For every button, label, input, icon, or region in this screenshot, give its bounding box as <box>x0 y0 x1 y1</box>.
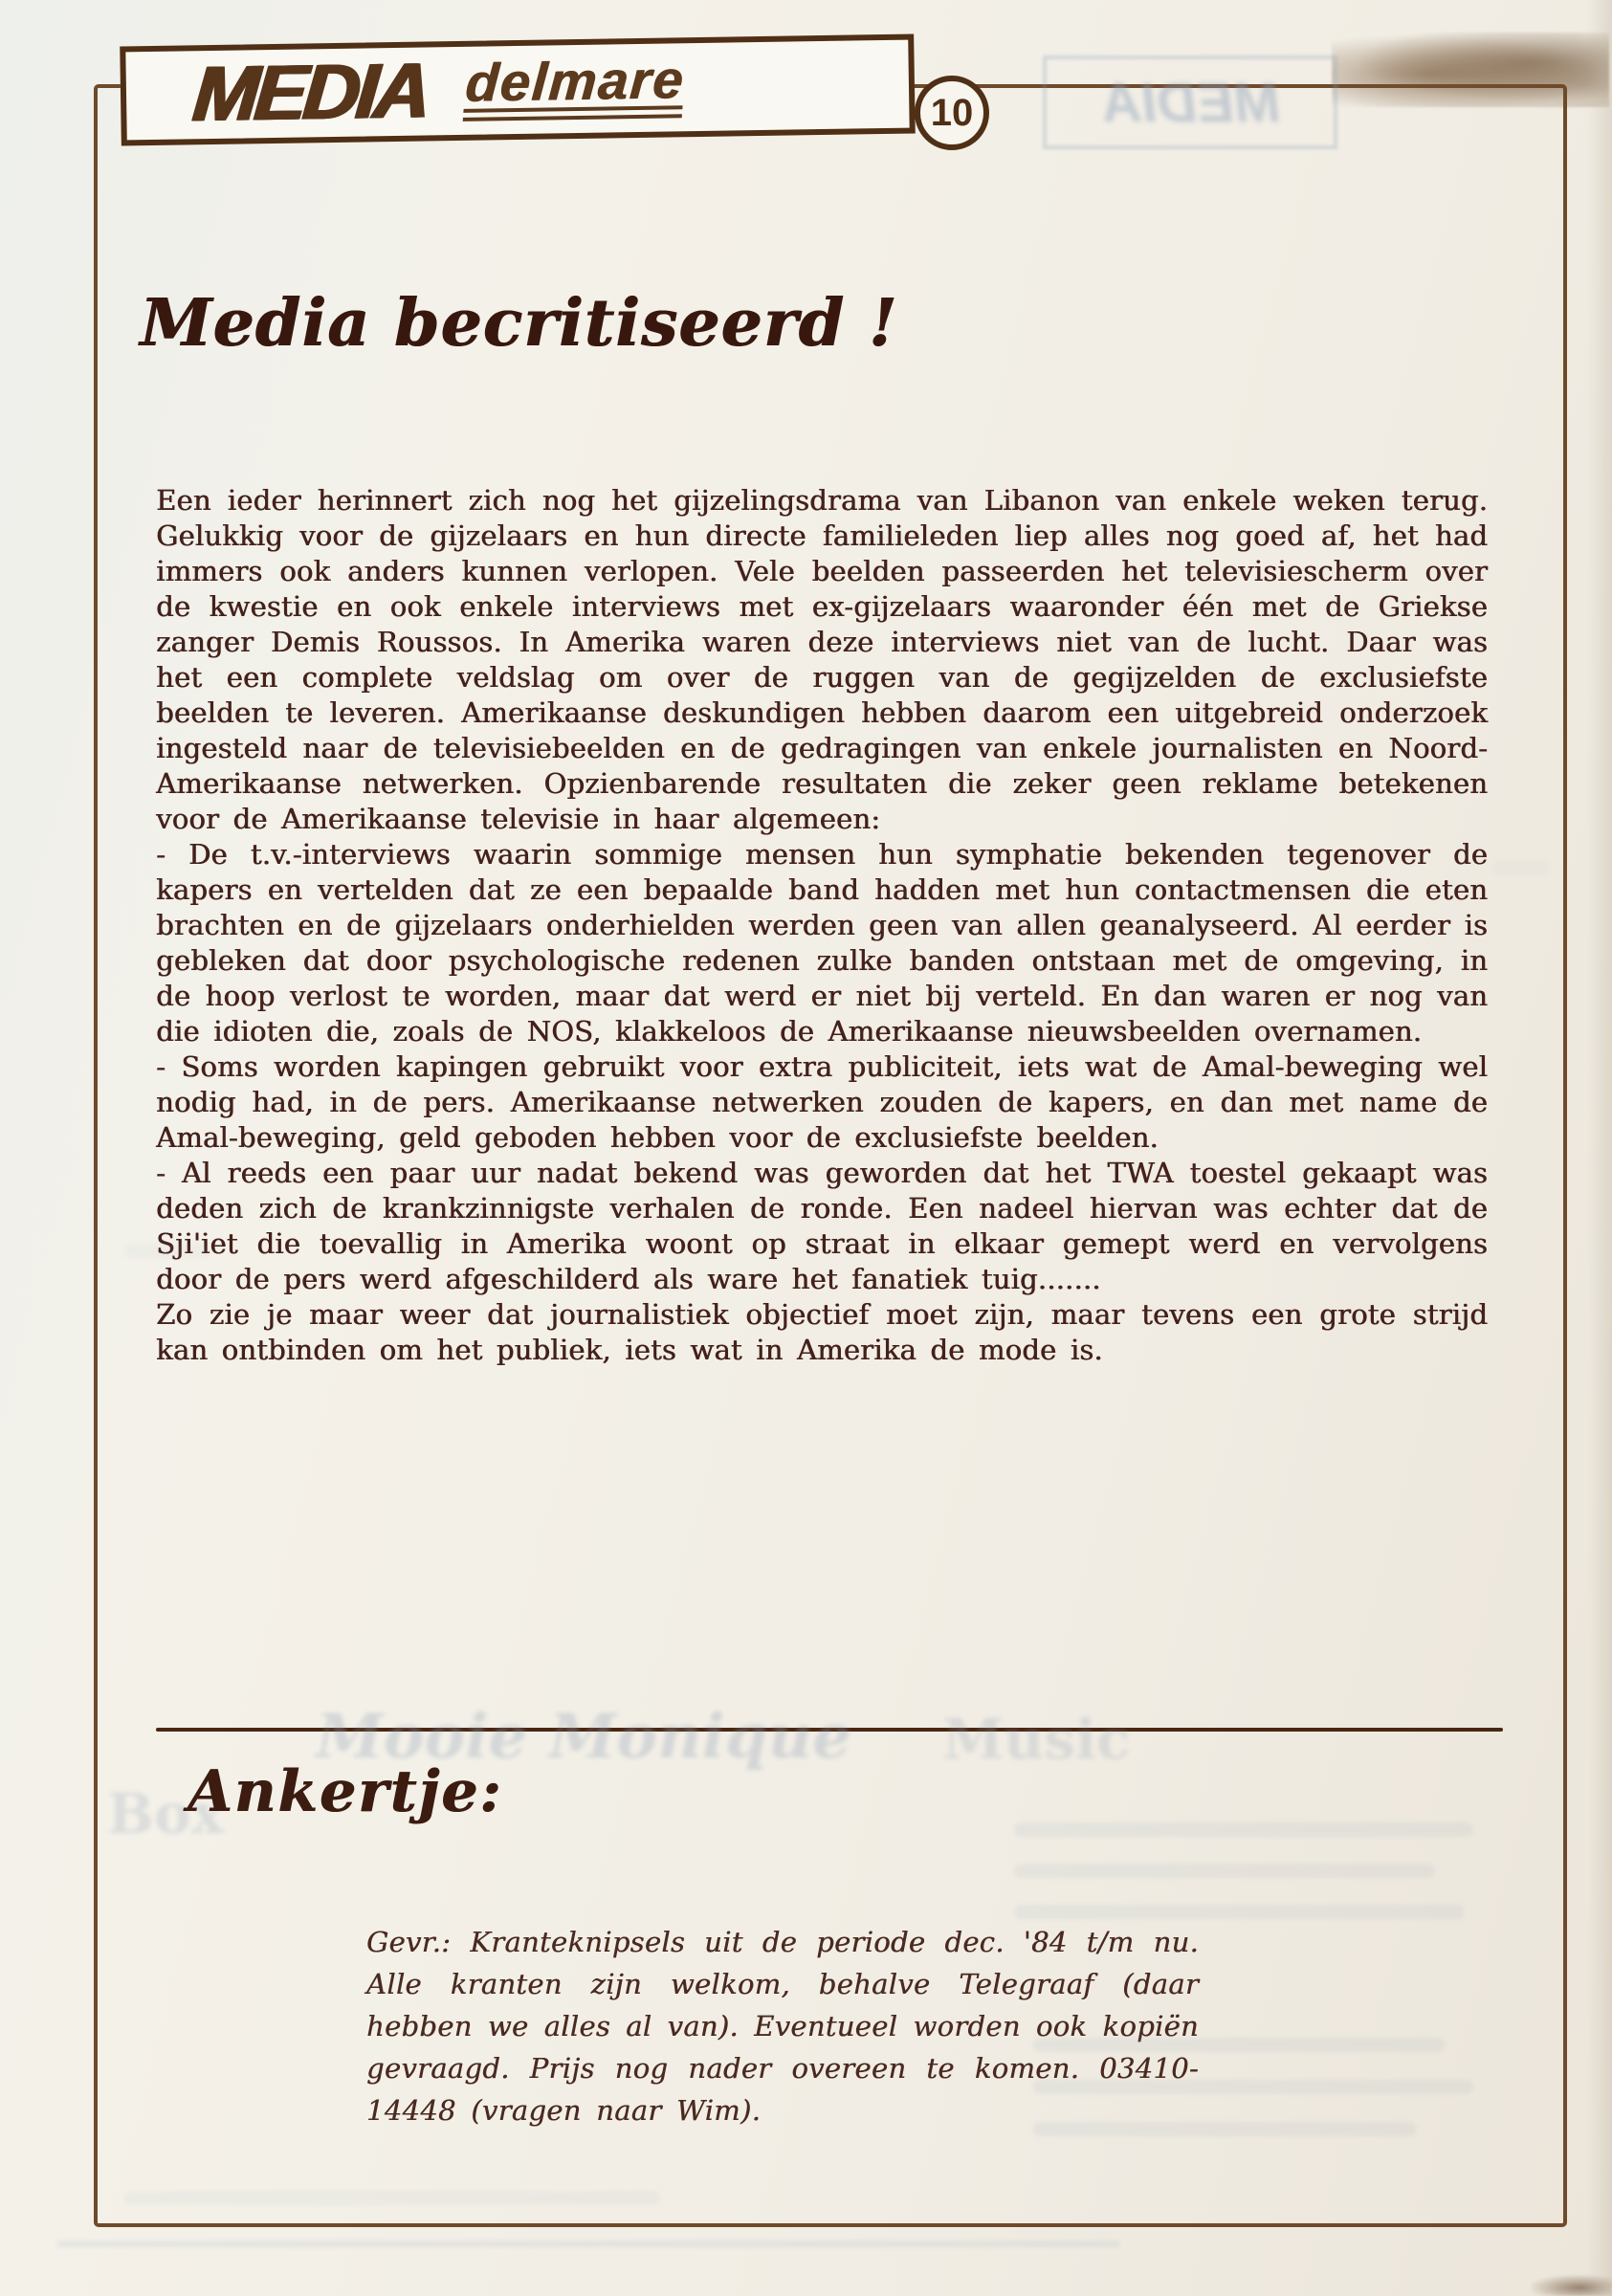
bleedthrough-masthead-text: MEDIA <box>1097 71 1283 134</box>
bleedthrough-title-box: Box <box>107 1781 225 1846</box>
bleedthrough-line <box>1492 861 1550 875</box>
masthead-delmare-wordmark: delmare <box>463 56 686 121</box>
article-title: Media becritiseerd ! <box>140 285 898 362</box>
article-paragraph: Een ieder herinnert zich nog het gijzelingsdrama van Libanon van enkele weken terug. Gelukkig voor de gijzelaars en hun directe familieleden liep alles nog goed af, het had immers ook anders kunnen verlopen. Vele beelden passeerden het televisiescherm over de kwestie en ook enkele interviews met ex-gijzelaars waaronder één met de Griekse zanger Demis Roussos. In Amerika waren deze interviews niet van de lucht. Daar was het een complete veldslag om over de ruggen van de gegijzelden de exclusiefste beelden te leveren. Amerikaanse deskundigen hebben daarom een uitgebreid onderzoek ingesteld naar de televisiebeelden en de gedragingen van enkele journalisten en Noord-Amerikaanse netwerken. Opzienbarende resultaten die zeker geen reklame betekenen voor de Amerikaanse televisie in haar algemeen: <box>156 484 1488 835</box>
article-paragraph: - Al reeds een paar uur nadat bekend was geworden dat het TWA toestel gekaapt was deden zich de krankzinnigste verhalen de ronde. Een nadeel hiervan was echter dat de Sji'iet die toevallig in Amerika woont op straat in elkaar gemept werd en vervolgens door de pers werd afgeschilderd als ware het fanatiek tuig....... <box>156 1157 1488 1295</box>
section-divider <box>156 1728 1503 1732</box>
scan-edge-shade <box>1587 0 1612 2296</box>
ankertje-section-title: Ankertje: <box>188 1758 503 1825</box>
masthead-logo-box <box>120 33 916 145</box>
page-number-badge <box>915 76 989 150</box>
scan-stain <box>1531 2275 1612 2296</box>
scan-streak <box>57 2241 1119 2247</box>
bleedthrough-line <box>1014 1864 1435 1878</box>
masthead-media-wordmark: MEDIA <box>189 47 431 139</box>
bleedthrough-title-left: Mooie Monique <box>316 1701 851 1773</box>
article-paragraph: - De t.v.-interviews waarin sommige mensen hun symphatie bekenden tegenover de kapers en vertelden dat ze een bepaalde band hadden met hun contactmensen die eten brachten en de gijzelaars onderhielden werden geen van allen geanalyseerd. Al eerder is gebleken dat door psychologische redenen zulke banden ontstaan met de omgeving, in de hoop verlost te worden, maar dat werd er niet bij verteld. En dan waren er nog van die idioten die, zoals de NOS, klakkeloos de Amerikaanse nieuwsbeelden overnamen. <box>156 838 1488 1048</box>
bleedthrough-line <box>1014 1905 1464 1919</box>
bleedthrough-title-right: Music <box>942 1707 1131 1772</box>
bleedthrough-line <box>1014 1822 1473 1837</box>
article-paragraph: Zo zie je maar weer dat journalistiek objectief moet zijn, maar tevens een grote strijd kan ontbinden om het publiek, iets wat in Amerika de mode is. <box>156 1298 1488 1366</box>
bleedthrough-line <box>124 2191 660 2205</box>
page-number: 10 <box>930 91 974 134</box>
bleedthrough-masthead <box>1043 55 1337 149</box>
article-body <box>156 483 1488 1368</box>
scan-stain <box>1332 33 1609 107</box>
article-paragraph: - Soms worden kapingen gebruikt voor extra publiciteit, iets wat de Amal-beweging wel nodig had, in de pers. Amerikaanse netwerken zouden de kapers, en dan met name de Amal-beweging, geld geboden hebben voor de exclusiefste beelden. <box>156 1050 1488 1154</box>
classified-ad-text: Gevr.: Kranteknipsels uit de periode dec. '84 t/m nu. Alle kranten zijn welkom, behalve Telegraaf (daar hebben we alles al van). Eventueel worden ook kopiën gevraagd. Prijs nog nader overeen te komen. 03410-14448 (vragen naar Wim). <box>366 1926 1199 2127</box>
